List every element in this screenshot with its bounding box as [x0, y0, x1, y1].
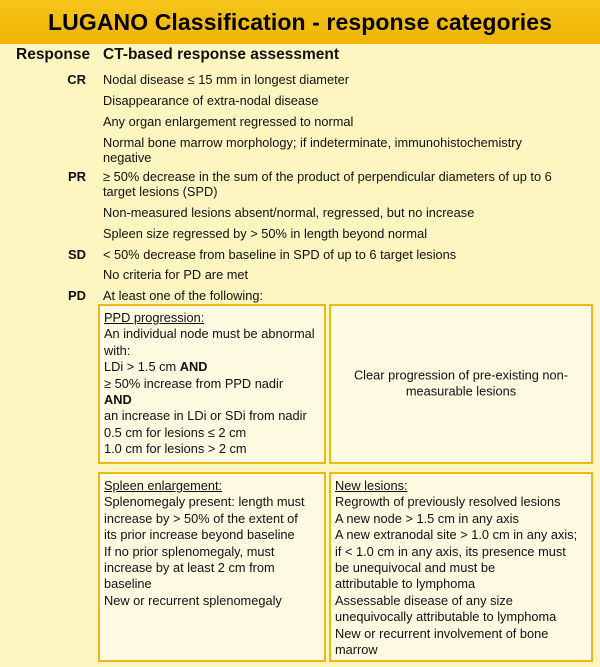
new-lesions-line: attributable to lymphoma: [335, 576, 476, 592]
sd-code: SD: [67, 247, 86, 262]
nonmeasurable-box: [329, 304, 593, 464]
ppd-line: with:: [104, 342, 131, 358]
spleen-line: increase by at least 2 cm from: [104, 560, 275, 576]
ppd-line: An individual node must be abnormal: [104, 326, 315, 342]
new-lesions-line: marrow: [335, 642, 378, 658]
spleen-line: increase by > 50% of the extent of: [104, 510, 298, 526]
ppd-progression-box: [98, 304, 326, 464]
new-lesions-line: A new node > 1.5 cm in any axis: [335, 510, 519, 526]
spleen-line: its prior increase beyond baseline: [104, 527, 295, 543]
new-lesions-line: Assessable disease of any size: [335, 592, 513, 608]
ppd-line: ≥ 50% increase from PPD nadir: [104, 375, 284, 391]
pr-line: target lesions (SPD): [103, 184, 218, 199]
ppd-line: 1.0 cm for lesions > 2 cm: [104, 441, 247, 457]
pr-line: Non-measured lesions absent/normal, regressed, but no increase: [103, 205, 475, 220]
and-keyword: AND: [104, 392, 132, 408]
pd-code: PD: [67, 288, 86, 303]
new-lesions-box: [329, 472, 593, 662]
response-column-header: Response: [16, 46, 91, 63]
title-bar: [0, 0, 600, 44]
ppd-line: 0.5 cm for lesions ≤ 2 cm: [104, 424, 247, 440]
pr-line: ≥ 50% decrease in the sum of the product of perpendicular diameters of up to 6: [103, 169, 552, 184]
new-lesions-line: if < 1.0 cm in any axis, its presence must: [335, 543, 566, 559]
spleen-line: baseline: [104, 576, 152, 592]
spleen-enlargement-box: [98, 472, 326, 662]
cr-code: CR: [67, 72, 86, 87]
sd-line: < 50% decrease from baseline in SPD of up to 6 target lesions: [103, 247, 457, 262]
ppd-line-ldi: [104, 359, 320, 375]
new-lesions-line: New or recurrent involvement of bone: [335, 625, 549, 641]
spleen-line: Splenomegaly present: length must: [104, 494, 305, 510]
cr-line: Disappearance of extra-nodal disease: [103, 93, 319, 108]
ppd-line: an increase in LDi or SDi from nadir: [104, 408, 307, 424]
assessment-column-header: CT-based response assessment: [103, 46, 340, 63]
new-lesions-line: unequivocally attributable to lymphoma: [335, 609, 557, 625]
new-lesions-box-title: New lesions:: [335, 478, 408, 493]
nonmeasurable-line: measurable lesions: [405, 384, 517, 399]
spleen-line: If no prior splenomegaly, must: [104, 543, 275, 559]
and-keyword: AND: [179, 359, 208, 375]
cr-line: Normal bone marrow morphology; if indeterminate, immunohistochemistry: [103, 135, 522, 150]
nonmeasurable-line: Clear progression of pre-existing non-: [353, 367, 569, 383]
table-header: [0, 46, 600, 68]
page-title: LUGANO Classification - response categories: [47, 8, 553, 35]
new-lesions-line: Regrowth of previously resolved lesions: [335, 494, 561, 510]
cr-line: negative: [103, 150, 152, 165]
new-lesions-line: be unequivocal and must be: [335, 560, 496, 576]
new-lesions-line: A new extranodal site > 1.0 cm in any axis;: [335, 527, 578, 543]
spleen-box-title: Spleen enlargement:: [104, 478, 223, 493]
pr-line: Spleen size regressed by > 50% in length beyond normal: [103, 226, 428, 241]
cr-line: Nodal disease ≤ 15 mm in longest diameter: [103, 72, 350, 87]
spleen-line: New or recurrent splenomegaly: [104, 592, 282, 608]
ppd-box-title: PPD progression:: [104, 310, 205, 325]
pd-line: At least one of the following:: [103, 288, 264, 303]
pr-code: PR: [67, 169, 86, 184]
cr-line: Any organ enlargement regressed to normal: [103, 114, 354, 129]
sd-line: No criteria for PD are met: [103, 267, 249, 282]
ppd-ldi-text: LDi > 1.5 cm: [104, 359, 180, 375]
